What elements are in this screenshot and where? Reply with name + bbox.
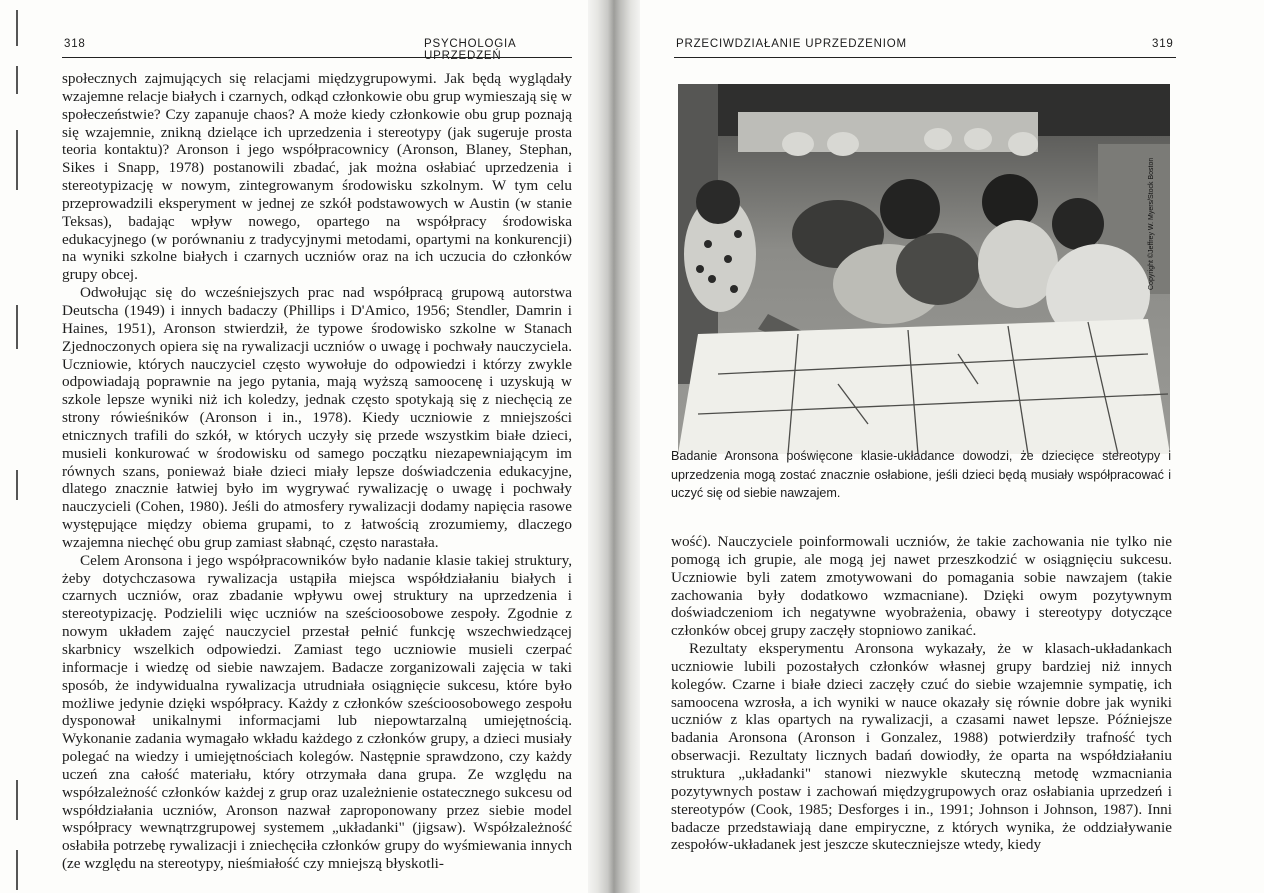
classroom-photo (678, 84, 1170, 454)
left-body-text (62, 70, 572, 873)
paragraph: Rezultaty eksperymentu Aronsona wykazały, że w klasach-układankach uczniowie lubili pozostałych członków własnej grupy bardziej niż innych kolegów. Czarne i białe dzieci zaczęły czuć do siebie wzajemnie sympatię, ich samoocena wzrosła, a ich wyniki w nauce okazały się równie dobre jak wyniki uczniów z klas opartych na rywalizacji, a czasami nawet lepsze. Późniejsze badania Aronsona (Aronson i Gonzalez, 1988) potwierdziły trafność tych obserwacji. Rezultaty licznych badań dowiodły, że oparta na współdziałaniu struktura „układanki" stanowi niezwykle skuteczną metodę wzmacniania pozytywnych postaw i zachowań międzygrupowych oraz osłabiania uprzedzeń i stereotypów (Cook, 1985; Desforges i in., 1991; Johnson i Johnson, 1987). Inni badacze przedstawiają dane empiryczne, z których wynika, że oddziaływanie zespołów-układanek jest jeszcze skuteczniejsze wtedy, kiedy (671, 640, 1172, 854)
header-rule-left (62, 57, 572, 58)
paragraph: społecznych zajmujących się relacjami międzygrupowymi. Jak będą wyglądały wzajemne relacje białych i czarnych, odkąd członkowie obu grup wymieszają się w społeczeństwie? Czy zapanuje chaos? A może kiedy członkowie obu grup poznają się wzajemnie, znikną dzielące ich uprzedzenia i stereotypy (jak sugeruje prosta teoria kontaktu)? Aronson i jego współpracownicy (Aronson, Blaney, Stephan, Sikes i Snapp, 1978) postanowili zbadać, jak można osłabiać uprzedzenia i stereotypizację w nowym, zintegrowanym środowisku szkolnym. W tym celu przeprowadzili eksperyment w jednej ze szkół podstawowych w Austin (w stanie Teksas), badając wpływ nowego, opartego na współpracy środowiska edukacyjnego (w porównaniu z tradycyjnymi metodami, opartymi na konkurencji) na wyniki szkolne białych i czarnych uczniów oraz na ich uczucia do członków grupy obcej. (62, 70, 572, 284)
running-head-left: PSYCHOLOGIA UPRZEDZEŃ (424, 38, 516, 62)
paragraph: wość). Nauczyciele poinformowali uczniów, że takie zachowania nie tylko nie pomogą ich grupie, ale mogą jej nawet przeszkodzić w osiągnięciu sukcesu. Uczniowie byli zatem zmotywowani do pomagania sobie nawzajem (takie zachowania były dodatkowo wzmacniane). Dzięki owym pozytywnym doświadczeniom ich negatywne wyobrażenia, obawy i stereotypy dotyczące członków obcej grupy zaczęły stopniowo zanikać. (671, 533, 1172, 640)
page-number-left: 318 (64, 38, 86, 50)
right-body-text (671, 533, 1172, 854)
paragraph: Odwołując się do wcześniejszych prac nad współpracą grupową autorstwa Deutscha (1949) i innych badaczy (Phillips i D'Amico, 1956; Stendler, Damrin i Haines, 1951), Aronson stwierdził, że typowe środowisko szkolne w Stanach Zjednoczonych opiera się na rywalizacji uczniów o uwagę i pochwały nauczyciela. Uczniowie, których nauczyciel często wywołuje do odpowiedzi i którzy zwykle odpowiadają poprawnie na jego pytania, mają wyższą samoocenę i uzyskują w szkole lepsze wyniki niż ich koledzy, jednak często spotykają się z niechęcią ze strony rówieśników (Aronson i in., 1978). Kiedy uczniowie z mniejszości etnicznych trafili do szkół, w których uczyły się przede wszystkim białe dzieci, musieli konkurować w środowisku od samego początku niezapewniającym im równych szans, ponieważ białe dzieci miały lepsze doświadczenia edukacyjne, dlatego znacznie łatwiej było im wygrywać rywalizację o uwagę i pochwały nauczycieli (Cohen, 1980). Jeśli do atmosfery rywalizacji dodamy napięcia rasowe występujące między obiema grupami, to z łatwością zrozumiemy, dlaczego wzajemna niechęć obu grup zamiast słabnąć, często narastała. (62, 284, 572, 551)
photo-caption: Badanie Aronsona poświęcone klasie-układance dowodzi, że dziecięce stereotypy i uprzedzenia mogą zostać znacznie osłabione, jeśli dzieci będą musiały współpracować i uczyć się od siebie nawzajem. (671, 449, 1171, 500)
paragraph: Celem Aronsona i jego współpracowników było nadanie klasie takiej struktury, żeby dotychczasowa rywalizacja ustąpiła miejsca współdziałaniu białych i czarnych uczniów, oraz zbadanie wpływu owej struktury na uprzedzenia i stereotypizację. Podzielili więc uczniów na sześcioosobowe zespoły. Zgodnie z nowym układem zajęć nauczyciel przestał pełnić funkcję wszechwiedzącej skarbnicy wszelkich odpowiedzi. Zamiast tego uczniowie musieli czerpać informacje i wiedzę od siebie nawzajem. Badacze zorganizowali zajęcia w taki sposób, że indywidualna rywalizacja utrudniała osiągnięcie sukcesu, które było możliwe jedynie dzięki współpracy. Każdy z członków sześcioosobowego zespołu dysponował unikalnymi informacjami lub niepowtarzalną umiejętnością. Wykonanie zadania wymagało wkładu każdego z członków grupy, a dzieci musiały polegać na wiedzy i umiejętnościach kolegów. Następnie sprawdzono, czy każdy uczeń zna całość materiału, który otrzymała dana grupa. Ze względu na współzależność członków każdej z grup oraz uzależnienie ostatecznego sukcesu od współdziałania uczniów, Aronson nazwał zaproponowany przez siebie model współpracy wewnątrzgrupowej systemem „układanki" (jigsaw). Współzależność osłabiła potrzebę rywalizacji i zniechęciła członków grupy do wyśmiewania innych (ze względu na stereotypy, nieśmiałość czy mniejszą błyskotli- (62, 551, 572, 873)
book-gutter-shadow (588, 0, 640, 893)
running-head-right: PRZECIWDZIAŁANIE UPRZEDZENIOM (676, 38, 907, 50)
page-number-right: 319 (1152, 38, 1174, 50)
header-rule-right (674, 57, 1176, 58)
left-page (0, 0, 588, 893)
photo-credit: Copyright ©Jeffrey W. Myers/Stock Boston (1148, 157, 1155, 290)
